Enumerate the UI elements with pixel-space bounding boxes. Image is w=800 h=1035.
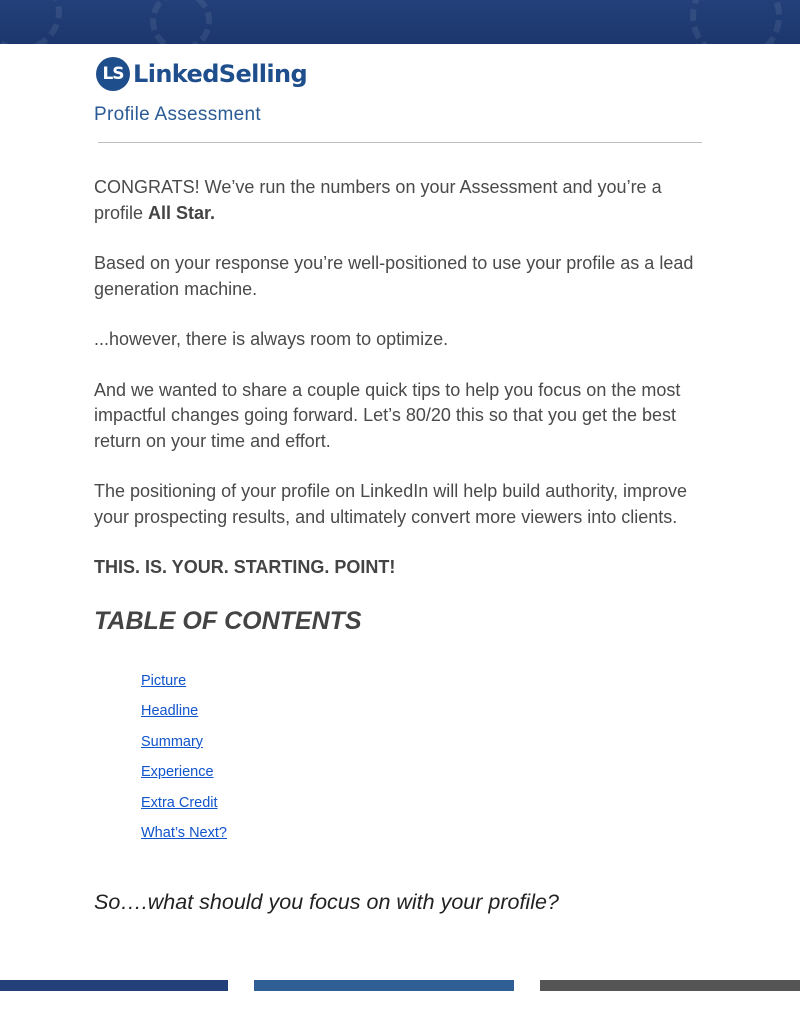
toc-link-summary[interactable]: Summary	[141, 733, 204, 750]
toc-item	[141, 763, 227, 793]
header-band	[0, 0, 800, 44]
toc-item	[141, 824, 227, 854]
toc-item	[141, 672, 227, 702]
footer-bar-middle	[254, 980, 514, 991]
gear-icon	[150, 0, 212, 44]
paragraph: Based on your response you’re well-positioned to use your profile as a lead generation machine.	[94, 253, 694, 299]
document-subtitle: Profile Assessment	[94, 104, 261, 125]
toc-item	[141, 794, 227, 824]
logo	[96, 57, 307, 91]
toc-link-whats-next[interactable]: What’s Next?	[141, 824, 227, 841]
footer-bar-left	[0, 980, 228, 991]
paragraph: ...however, there is always room to optimize.	[94, 329, 449, 349]
congrats-paragraph	[94, 175, 709, 226]
toc-item	[141, 733, 227, 763]
toc-item	[141, 702, 227, 732]
divider	[98, 142, 702, 143]
focus-heading: So….what should you focus on with your profile?	[94, 890, 559, 914]
footer-bar-right	[540, 980, 800, 991]
toc-list	[141, 672, 227, 854]
paragraph: The positioning of your profile on LinkedIn will help build authority, improve your prospecting results, and ultimately convert more viewers into clients.	[94, 481, 687, 527]
all-star-text: All Star.	[148, 202, 216, 223]
toc-link-picture[interactable]: Picture	[141, 673, 187, 689]
gear-icon	[0, 0, 62, 44]
logo-text: LinkedSelling	[133, 60, 308, 88]
logo-mark: LS	[96, 57, 130, 91]
congrats-text: CONGRATS! We’ve run the numbers on your Assessment and you’re a profile	[94, 177, 662, 223]
toc-link-extra-credit[interactable]: Extra Credit	[141, 794, 218, 811]
paragraph: And we wanted to share a couple quick tips to help you focus on the most impactful changes going forward. Let’s 80/20 this so that you get the best return on your time and effort.	[94, 379, 681, 451]
gear-icon	[690, 0, 782, 44]
toc-title: TABLE OF CONTENTS	[94, 607, 362, 635]
intro-section	[94, 175, 709, 580]
starting-point-heading: THIS. IS. YOUR. STARTING. POINT!	[94, 557, 396, 577]
toc-link-experience[interactable]: Experience	[141, 764, 214, 781]
toc-link-headline[interactable]: Headline	[141, 703, 199, 720]
